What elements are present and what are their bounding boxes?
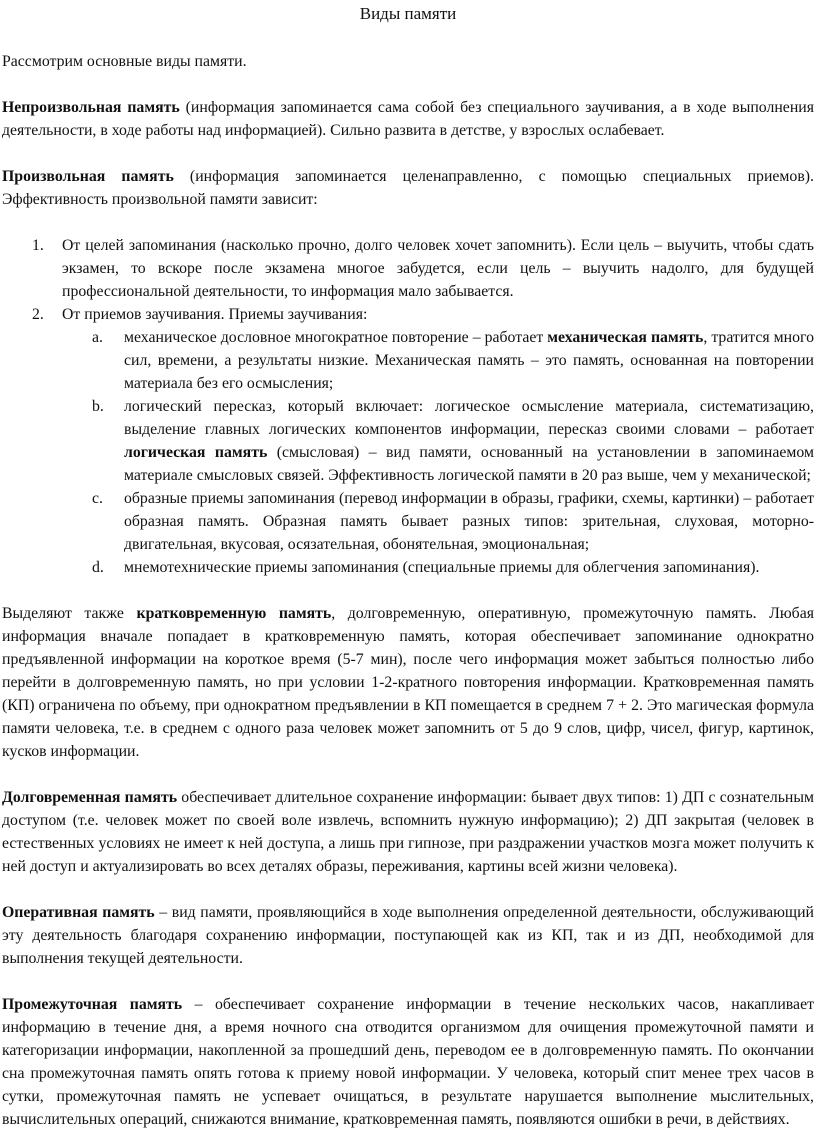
voluntary-memory-term: Произвольная память [2,168,174,185]
sublist-item-text: , тратится много сил, времени, а результаты низкие. Механическая память – это память, основанная на повторении материала без его осмысления; [124,329,814,392]
logical-memory-term: логическая память [124,444,268,461]
intermediate-memory-text: – обеспечивает сохранение информации в течение нескольких часов, накапливает информацию в течение дня, а время ночного сна отводится организмом для очищения промежуточной памяти и категоризации информации, накопленной за прошедший день, переводом ее в долговременную память. По окончании сна промежуточная память опять готова к приему новой информации. У человека, который спит менее трех часов в сутки, промежуточная память не успевает очищаться, в результате нарушается выполнение мыслительных, вычислительных операций, снижаются внимание, кратковременная память, появляются ошибки в речи, в действиях. [2,996,814,1128]
list-item-text: От приемов заучивания. Приемы заучивания: [62,306,368,323]
long-term-memory-text: обеспечивает длительное сохранение информации: бывает двух типов: 1) ДП с сознательным доступом (т.е. человек может по своей воле извлечь, вспомнить нужную информацию); 2) ДП закрытая (человек в естественных условиях не имеет к ней доступа, а лишь при гипнозе, при раздражении участков мозга может получить к ней доступ и актуализировать во всех деталях образы, переживания, картины всей жизни человека). [2,789,814,875]
operative-memory-paragraph [2,901,814,970]
short-term-memory-paragraph [2,602,814,763]
sublist-marker: c. [92,490,103,507]
sublist-item-text: механическое дословное многократное повторение – работает [124,329,548,346]
long-term-memory-paragraph [2,786,814,878]
voluntary-memory-text: (информация запоминается целенаправленно, с помощью специальных приемов). Эффективность произвольной памяти зависит: [2,168,814,208]
involuntary-memory-text: (информация запоминается сама собой без специального заучивания, а в ходе выполнения деятельности, в ходе работы над информацией). Сильно развита в детстве, у взрослых ослабевает. [2,99,814,139]
involuntary-memory-term: Непроизвольная память [2,99,180,116]
sublist-marker: d. [92,559,104,576]
sublist-item-text: мнемотехнические приемы запоминания (специальные приемы для облегчения запоминания). [124,559,760,576]
sublist-item-text: образные приемы запоминания (перевод информации в образы, графики, схемы, картинки) – работает образная память. Образная память бывает разных типов: зрительная, слуховая, моторно-двигательная, вкусовая, осязательная, обонятельная, эмоциональная; [124,490,814,553]
sublist-item-text: логический пересказ, который включает: логическое осмысление материала, систематизацию, выделение главных логических компонентов информации, пересказ своими словами – работает [124,398,814,438]
dependency-list [2,234,814,579]
mechanical-memory-term: механическая память [547,329,704,346]
sublist-item [62,487,814,556]
short-term-memory-text: , долговременную, оперативную, промежуточную память. Любая информация вначале попадает в кратковременную память, которая обеспечивает запоминание однократно предъявленной информации на короткое время (5-7 мин), после чего информация может забыться полностью либо перейти в долговременную память, но при условии 1-2-кратного повторения информации. Кратковременная память (КП) ограничена по объему, при однократном предъявлении в КП помещается в среднем 7 + 2. Это магическая формула памяти человека, т.е. в среднем с одного раза человек может запомнить от 5 до 9 слов, цифр, чисел, фигур, картинок, кусков информации. [2,605,814,760]
short-term-memory-text: Выделяют также [2,605,137,622]
intermediate-memory-paragraph [2,993,814,1131]
involuntary-memory-paragraph [2,96,814,142]
operative-memory-text: – вид памяти, проявляющийся в ходе выполнения определенной деятельности, обслуживающий эту деятельность благодаря сохранению информации, поступающей как из КП, так и из ДП, необходимой для выполнения текущей деятельности. [2,904,814,967]
intro-paragraph: Рассмотрим основные виды памяти. [2,53,247,70]
sublist-item [62,556,814,579]
intermediate-memory-term: Промежуточная память [2,996,183,1013]
sublist-item [62,395,814,487]
long-term-memory-term: Долговременная память [2,789,178,806]
techniques-sublist [62,326,814,579]
list-item [2,234,814,303]
short-term-memory-term: кратковременную память [136,605,332,622]
sublist-marker: b. [92,398,104,415]
list-marker: 1. [32,237,44,254]
voluntary-memory-paragraph [2,165,814,211]
list-item [2,303,814,579]
sublist-item [62,326,814,395]
operative-memory-term: Оперативная память [2,904,155,921]
sublist-marker: a. [92,329,103,346]
sublist-item-text: (смысловая) – вид памяти, основанный на установлении в запоминаемом материале смысловых связей. Эффективность логической памяти в 20 раз выше, чем у механической; [124,444,814,484]
list-marker: 2. [32,306,44,323]
list-item-text: От целей запоминания (насколько прочно, долго человек хочет запомнить). Если цель – выучить, чтобы сдать экзамен, то вскоре после экзамена многое забудется, если цель – выучить надолго, для будущей профессиональной деятельности, то информация мало забывается. [62,237,814,300]
page-title: Виды памяти [359,4,457,23]
